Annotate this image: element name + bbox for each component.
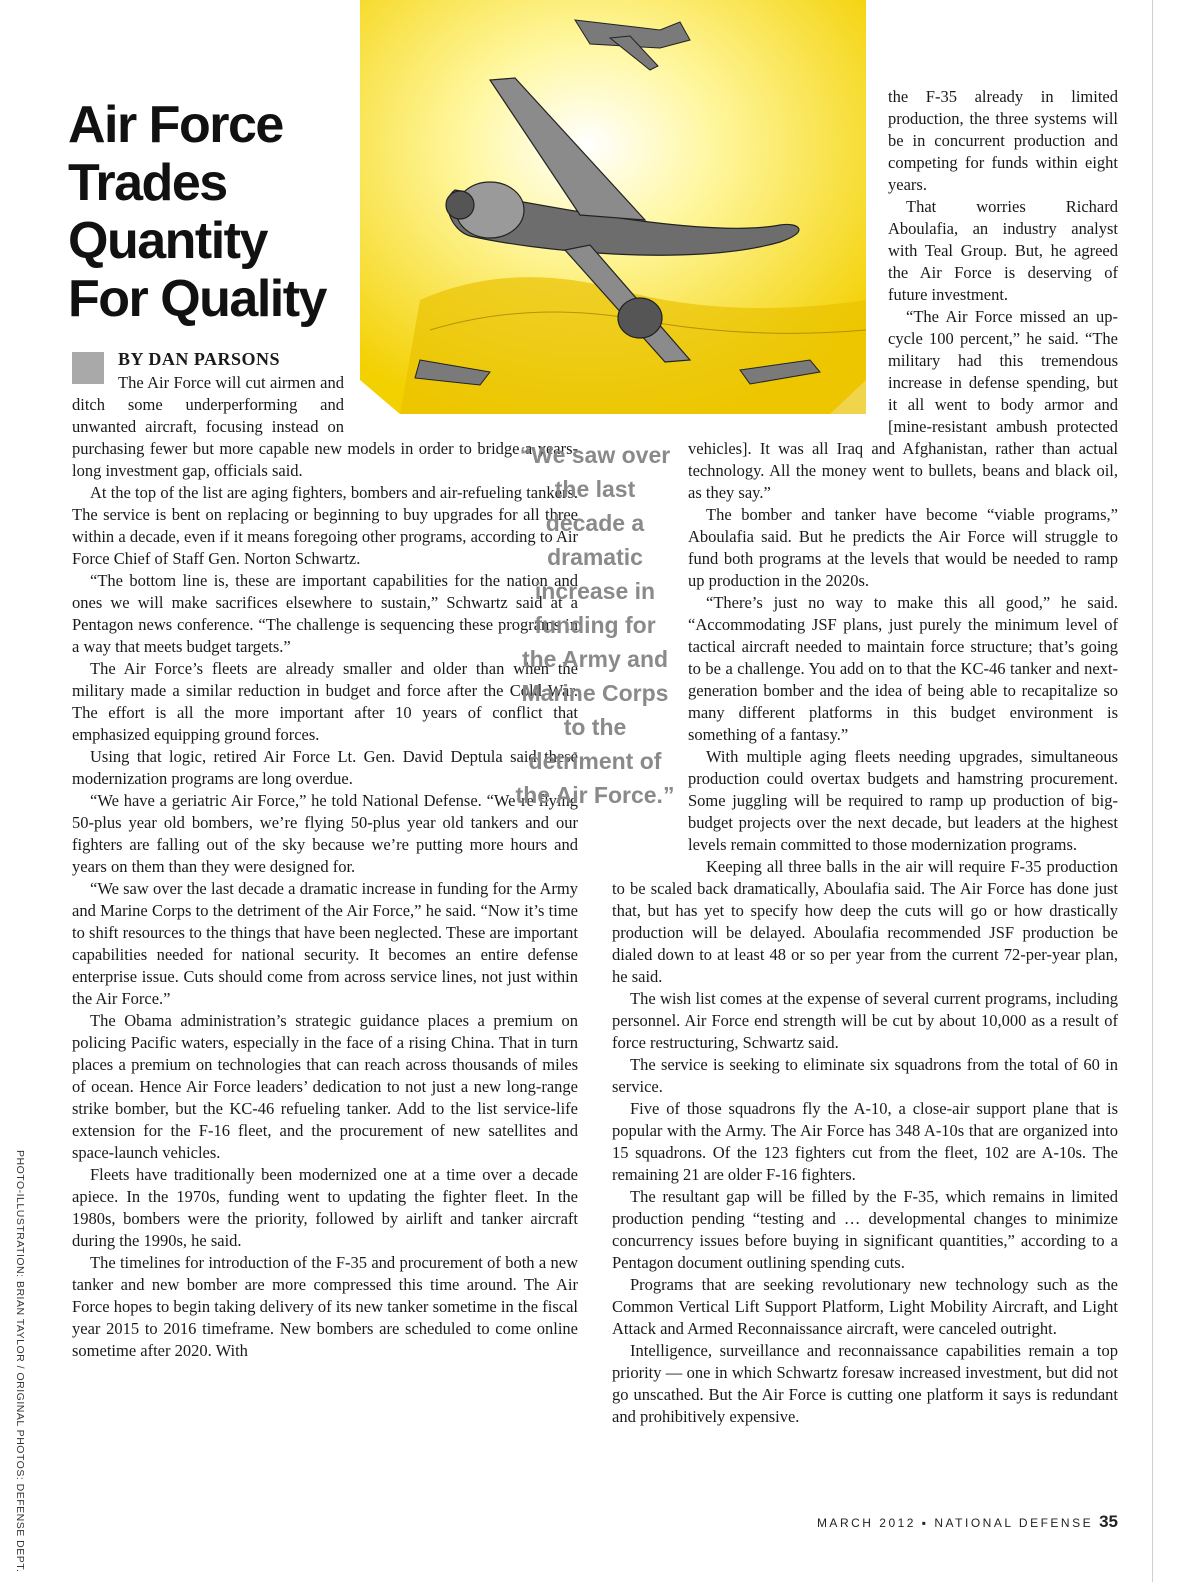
paragraph: The Air Force will cut airmen and ditch some underperforming and unwanted aircraft, focusing instead on purchasing fewer but more capable new models in order to bridge a years-long investment gap, officials said. (72, 373, 578, 480)
paragraph: Five of those squadrons fly the A-10, a close-air support plane that is popular with the Army. The Air Force has 348 A-10s that are organized into 15 squadrons. Of the 123 fighters cut from the fleet, 102 are A-10s. The remaining 21 are older F-16 fighters. (612, 1099, 1118, 1184)
title-line: Quantity (68, 212, 267, 270)
issue-label: MARCH 2012 ▪ NATIONAL DEFENSE (816, 1516, 1094, 1530)
photo-credit (12, 1150, 26, 1573)
paragraph: “We have a geriatric Air Force,” he told National Defense. “We’re flying 50-plus year old bombers, we’re flying 50-plus year old tankers and our fighters are falling out of the sky because we’re putting more hours and years on them than they were designed for. (72, 791, 578, 876)
page-number: 35 (1099, 1512, 1118, 1531)
paragraph: Programs that are seeking revolutionary new technology such as the Common Vertical Lift Support Platform, Light Mobility Aircraft, and Light Attack and Armed Reconnaissance aircraft, were canceled outright. (612, 1275, 1118, 1338)
paragraph: “There’s just no way to make this all good,” he said. “Accommodating JSF plans, just purely the minimum level of tactical aircraft needed to maintain force structure; that’s going to be a challenge. You add on to that the KC-46 tanker and next-generation bomber and the idea of being able to recapitalize so many different platforms in this budget environment is something of a fantasy.” (688, 593, 1118, 744)
page-footer (817, 1512, 1118, 1532)
paragraph: The timelines for introduction of the F-35 and procurement of both a new tanker and new bomber are more compressed this time around. The Air Force hopes to begin taking delivery of its new tanker sometime in the fiscal year 2015 to 2016 timeframe. New bombers are scheduled to come online sometime after 2020. With (72, 1253, 578, 1360)
article-column-right (612, 86, 1118, 1486)
paragraph: “The bottom line is, these are important capabilities for the nation and ones we will make sacrifices elsewhere to sustain,” Schwartz said at a Pentagon news conference. “The challenge is sequencing these programs in a way that meets budget targets.” (72, 571, 578, 656)
article-column-left (72, 372, 578, 1492)
page-edge-rule (1152, 0, 1153, 1582)
paragraph: Using that logic, retired Air Force Lt. Gen. David Deptula said these modernization programs are long overdue. (72, 747, 578, 788)
paragraph: “We saw over the last decade a dramatic increase in funding for the Army and Marine Corps to the detriment of the Air Force,” he said. “Now it’s time to shift resources to the things that have been neglected. These are important capabilities needed for national security. It becomes an entire defense enterprise issue. Cuts should come from across service lines, not just within the Air Force.” (72, 879, 578, 1008)
pull-quote: “We saw over the last decade a dramatic increase in funding for the Army and Marine Corps to the detriment of the Air Force.” (515, 442, 675, 808)
paragraph: Intelligence, surveillance and reconnaissance capabilities remain a top priority — one in which Schwartz foresaw increased investment, but did not go unscathed. But the Air Force is cutting one platform it says is redundant and prohibitively expensive. (612, 1341, 1118, 1426)
paragraph: The Obama administration’s strategic guidance places a premium on policing Pacific waters, especially in the face of a rising China. That in turn places a premium on technologies that can reach across thousands of miles of ocean. Hence Air Force leaders’ dedication to not just a new long-range strike bomber, but the KC-46 refueling tanker. Add to the list service-life extension for the F-16 fleet, and the procurement of new satellites and space-launch vehicles. (72, 1011, 578, 1162)
paragraph: At the top of the list are aging fighters, bombers and air-refueling tankers. The service is bent on replacing or beginning to buy upgrades for all three within a decade, even if it means foregoing other programs, according to Air Force Chief of Staff Gen. Norton Schwartz. (72, 483, 578, 568)
paragraph: The resultant gap will be filled by the F-35, which remains in limited production pending “testing and … developmental changes to minimize concurrency issues before buying in significant quantities,” according to a Pentagon document outlining spending cuts. (612, 1187, 1118, 1272)
column-spacer (344, 372, 578, 438)
paragraph: “The Air Force missed an up-cycle 100 percent,” he said. “The military had this tremendous increase in defense spending, but it all went to body armor and [mine-resistant ambush protected vehicles]. It was all Iraq and Afghanistan, rather than actual technology. All the money went to bullets, beans and black oil, as they say.” (688, 307, 1118, 502)
paragraph: The bomber and tanker have become “viable programs,” Aboulafia said. But he predicts the Air Force will struggle to fund both programs at the levels that would be needed to ramp up production in the 2020s. (688, 505, 1118, 590)
paragraph: With multiple aging fleets needing upgrades, simultaneous production could overtax budgets and hamstring procurement. Some juggling will be required to ramp up production of big-budget projects over the next decade, but leaders at the highest levels remain committed to those modernization programs. (688, 747, 1118, 854)
title-line: For Quality (68, 270, 326, 328)
title-line: Air Force (68, 96, 283, 154)
paragraph: Keeping all three balls in the air will require F-35 production to be scaled back dramatically, Aboulafia said. The Air Force has done just that, but has yet to specify how deep the cuts will go or how drastically production will be delayed. Aboulafia recommended JSF production be dialed down to at least 48 or so per year from the current 72-per-year plan, he said. (612, 857, 1118, 986)
article-title (68, 96, 368, 328)
paragraph: The service is seeking to eliminate six squadrons from the total of 60 in service. (612, 1055, 1118, 1096)
title-line: Trades (68, 154, 227, 212)
column-spacer (612, 438, 688, 858)
photo-credit-text: PHOTO-ILLUSTRATION: BRIAN TAYLOR / ORIGINAL PHOTOS: DEFENSE DEPT. (14, 1150, 26, 1573)
paragraph: the F-35 already in limited production, the three systems will be in concurrent production and competing for funds within eight years. (888, 87, 1118, 194)
author-name: BY DAN PARSONS (118, 349, 281, 369)
paragraph: The wish list comes at the expense of several current programs, including personnel. Air Force end strength will be cut by about 10,000 as a result of force restructuring, Schwartz said. (612, 989, 1118, 1052)
column-spacer (612, 86, 888, 438)
paragraph: That worries Richard Aboulafia, an industry analyst with Teal Group. But, he agreed the Air Force is deserving of future investment. (888, 197, 1118, 304)
paragraph: Fleets have traditionally been modernized one at a time over a decade apiece. In the 1970s, funding went to updating the fighter fleet. In the 1980s, bombers were the priority, followed by airlift and tanker aircraft during the 1990s, he said. (72, 1165, 578, 1250)
paragraph: The Air Force’s fleets are already smaller and older than when the military made a similar reduction in budget and force after the Cold War. The effort is all the more important after 10 years of conflict that emphasized equipping ground forces. (72, 659, 578, 744)
